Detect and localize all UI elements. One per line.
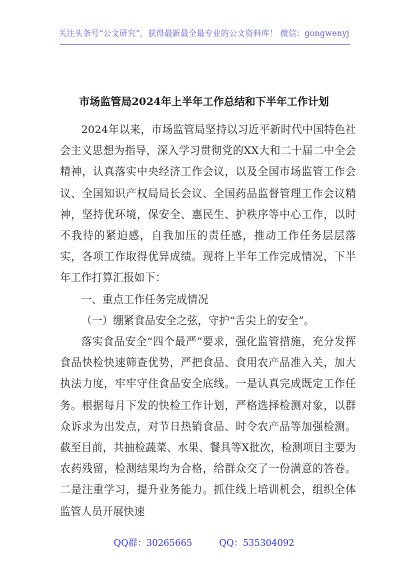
body-paragraph: 落实食品安全“四个最严”要求，强化监管措施，充分发挥食品快检快速筛查优势，严把食品、食用农产品准入关，加大执法力度，牢牢守住食品安全底线。一是认真完成既定工作任务。根据每月下发的快检工作计划，严格选择检测对象，以群众诉求为出发点，对节日热销食品、时令农产品等加强检测。截至目前，共抽检蔬菜、水果、餐具等X批次，检测项目主要为农药残留，检测结果均为合格，给群众交了一份满意的答卷。二是注重学习，提升业务能力。抓住线上培训机会，组织全体监管人员开展快速 (60, 336, 356, 518)
header-divider (60, 44, 350, 45)
header-promo-note: 关注头条号“公文研究”，获得最新最全最专业的公文资料库！ 微信：gongwenyj (58, 29, 350, 38)
document-title: 市场监管局2024年上半年工作总结和下半年工作计划 (79, 96, 329, 108)
section-heading: 一、重点工作任务完成情况 (81, 293, 209, 306)
footer-contacts (0, 536, 408, 549)
subsection-heading: （一）绷紧食品安全之弦，守护“舌尖上的安全”。 (81, 314, 315, 327)
intro-paragraph: 2024年以来，市场监管局坚持以习近平新时代中国特色社会主义思想为指导，深入学习贯彻党的XX大和二十届二中全会精神，认真落实中央经济工作会议，以及全国市场监管工作会议、全国知识产权局局长会议、全国药品监督管理工作会议精神，坚持优环境，保安全、惠民生、护秩序等中心工作，以时不我待的紧迫感，自我加压的责任感，推动工作任务层层落实，各项工作取得优异成绩。现将上半年工作完成情况，下半年工作打算汇报如下： (60, 124, 356, 285)
footer-qq: QQ：535304092 (219, 539, 295, 549)
document-body (60, 120, 356, 523)
footer-qq-group: QQ群：30265665 (113, 539, 193, 549)
